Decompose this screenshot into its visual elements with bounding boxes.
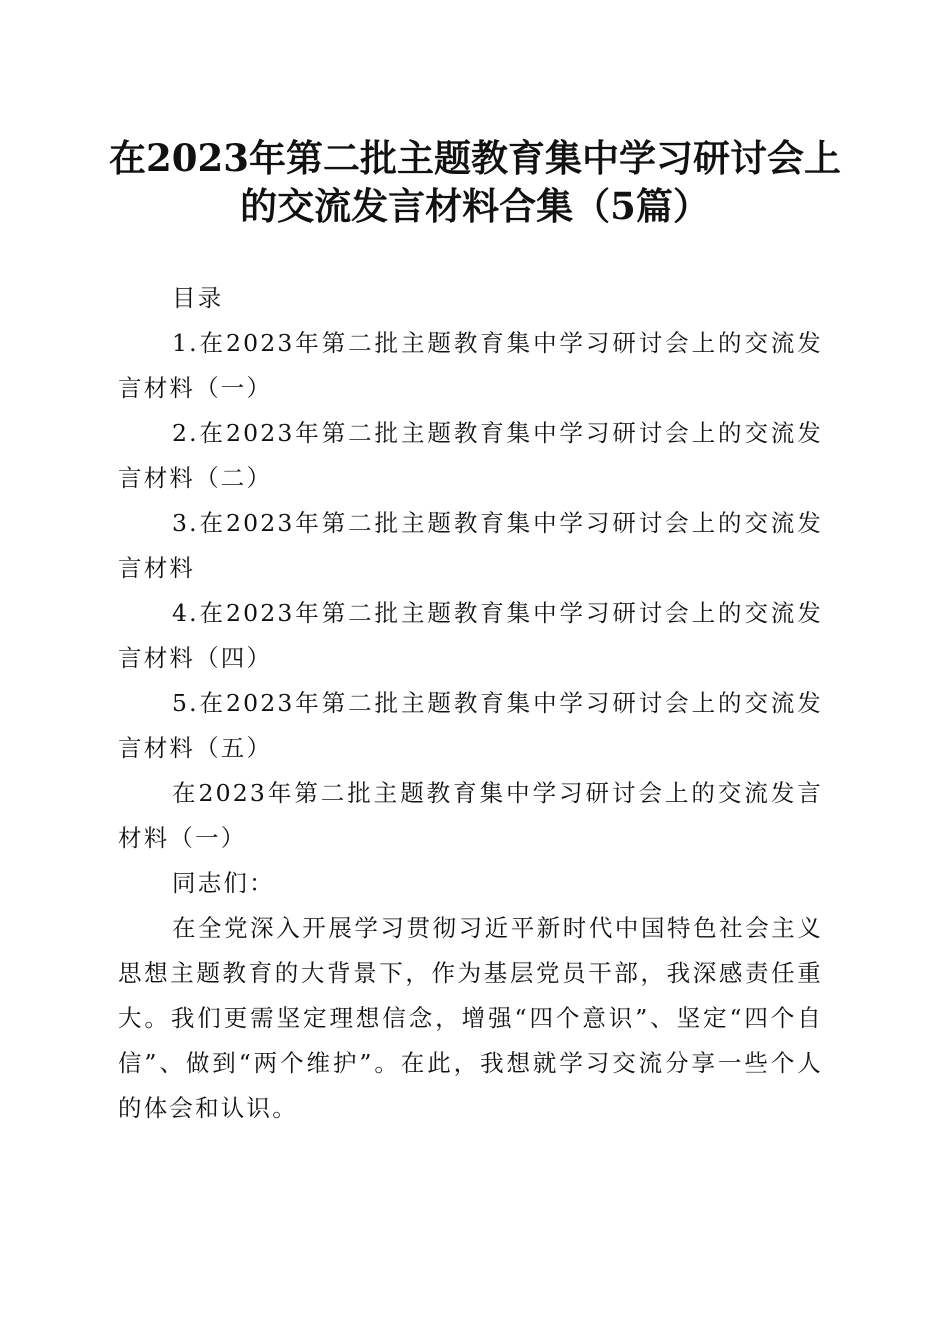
title-line-2: 的交流发言材料合集（5篇） [240, 184, 710, 228]
toc-item-4: 4.在2023年第二批主题教育集中学习研讨会上的交流发言材料（四） [118, 599, 823, 672]
section-heading: 在2023年第二批主题教育集中学习研讨会上的交流发言材料（一） [118, 779, 823, 852]
toc-item-1: 1.在2023年第二批主题教育集中学习研讨会上的交流发言材料（一） [118, 329, 823, 402]
body-paragraph: 在全党深入开展学习贯彻习近平新时代中国特色社会主义思想主题教育的大背景下，作为基层党员干部，我深感责任重大。我们更需坚定理想信念，增强“四个意识”、坚定“四个自信”、做到“两个维护”。在此，我想就学习交流分享一些个人的体会和认识。 [118, 914, 823, 1122]
toc-label: 目录 [172, 284, 224, 312]
toc-item-2: 2.在2023年第二批主题教育集中学习研讨会上的交流发言材料（二） [118, 419, 823, 492]
salutation: 同志们： [172, 869, 275, 897]
toc-list [118, 321, 823, 1131]
title-line-1: 在2023年第二批主题教育集中学习研讨会上 [109, 136, 841, 180]
toc-item-5: 5.在2023年第二批主题教育集中学习研讨会上的交流发言材料（五） [118, 689, 823, 762]
toc-item-3: 3.在2023年第二批主题教育集中学习研讨会上的交流发言材料 [118, 509, 823, 582]
document-title [100, 134, 850, 230]
